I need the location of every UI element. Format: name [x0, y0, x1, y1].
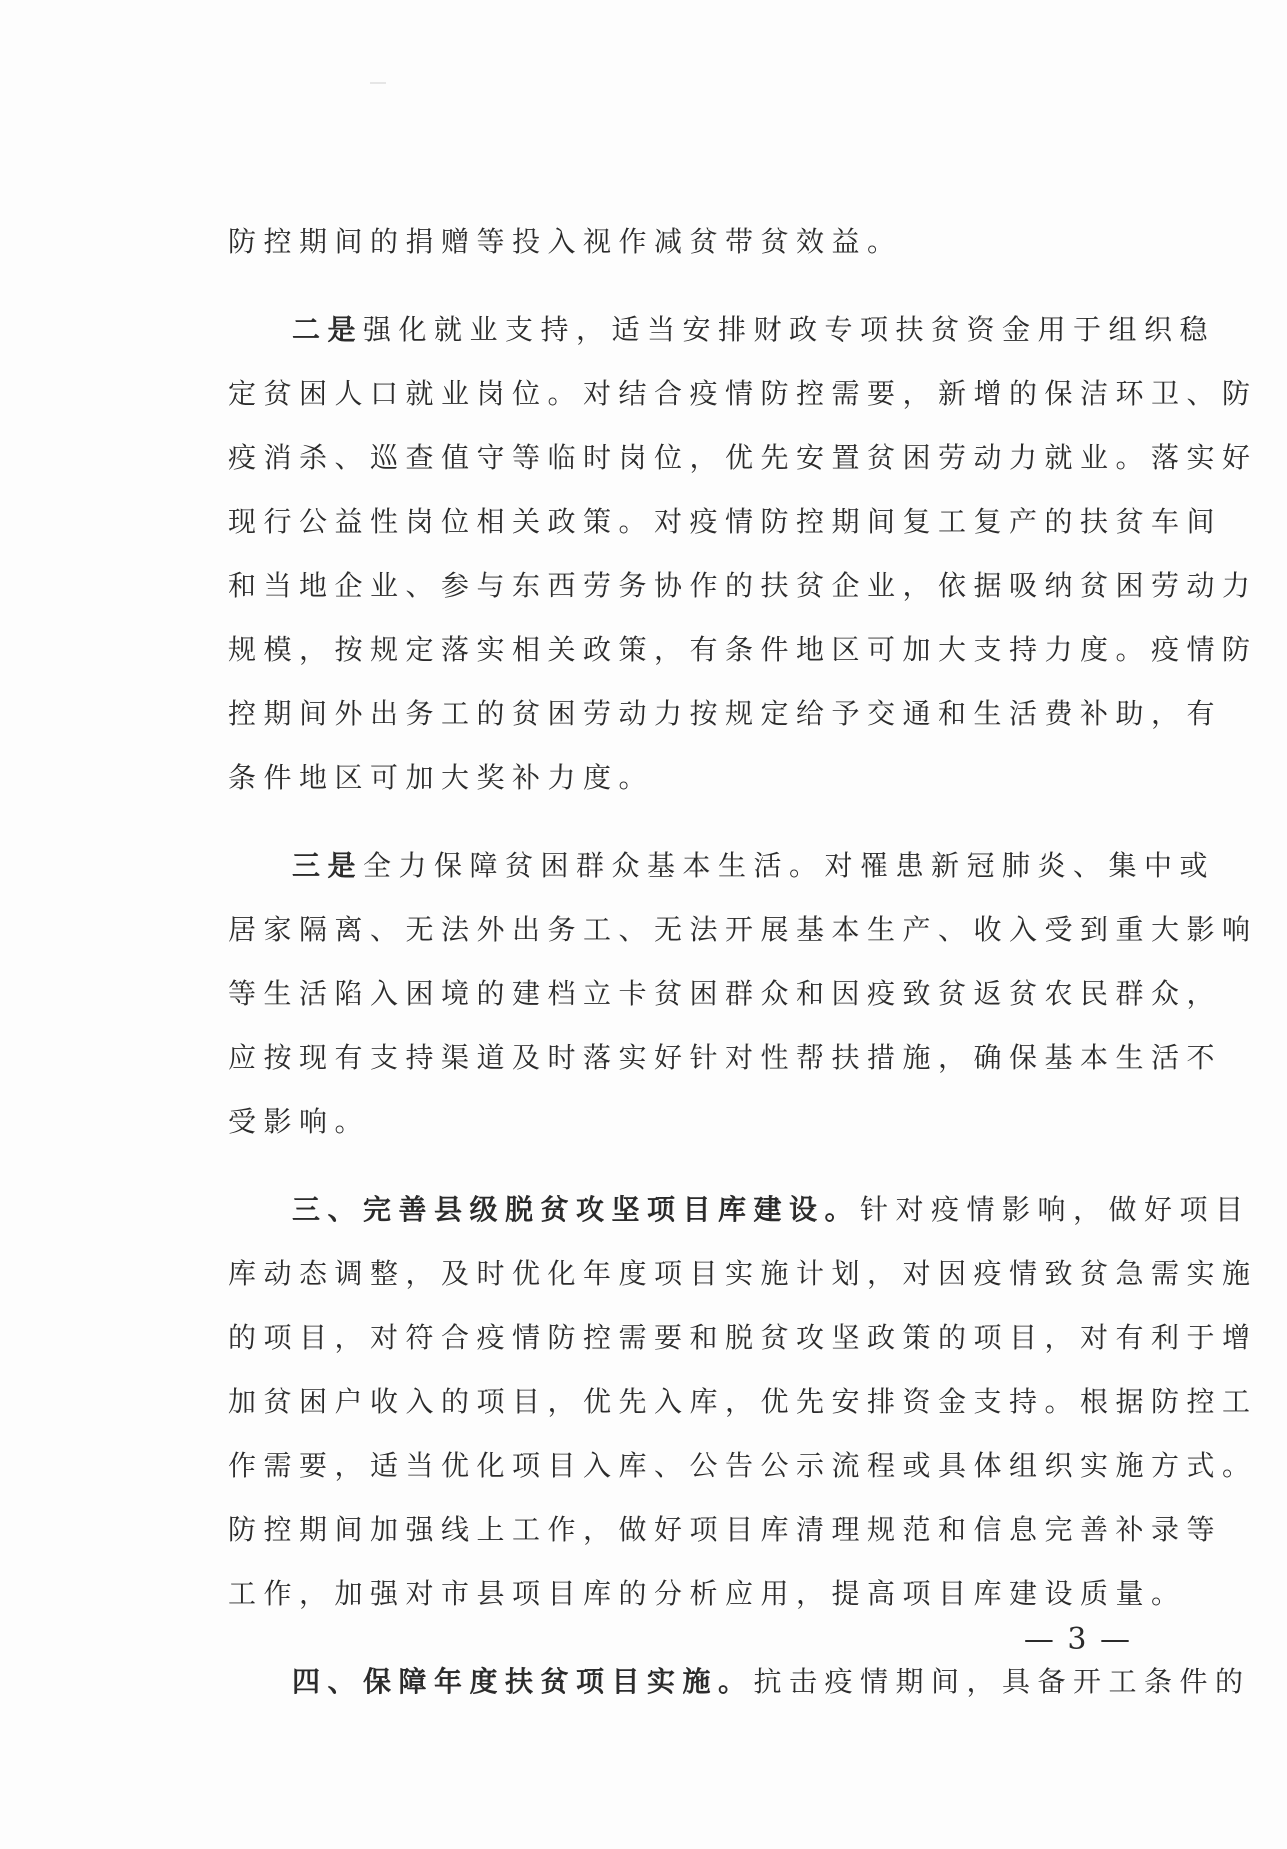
paragraph-line: 防控期间的捐赠等投入视作减贫带贫效益。 [228, 225, 903, 258]
paragraph-line: 防控期间加强线上工作，做好项目库清理规范和信息完善补录等 [228, 1513, 1223, 1546]
paragraph-line: 和当地企业、参与东西劳务协作的扶贫企业，依据吸纳贫困劳动力 [228, 569, 1258, 602]
section-heading: 三、完善县级脱贫攻坚项目库建设。 [292, 1193, 861, 1226]
paragraph-lead: 二是 [292, 313, 364, 346]
section-heading: 四、保障年度扶贫项目实施。 [292, 1665, 754, 1698]
page-number: — 3 — [1023, 1622, 1132, 1657]
paragraph-line: 定贫困人口就业岗位。对结合疫情防控需要，新增的保洁环卫、防 [228, 377, 1258, 410]
paragraph-lead: 三是 [292, 849, 364, 882]
paragraph-line: 作需要，适当优化项目入库、公告公示流程或具体组织实施方式。 [228, 1449, 1258, 1482]
paragraph-line: 的项目，对符合疫情防控需要和脱贫攻坚政策的项目，对有利于增 [228, 1321, 1258, 1354]
paragraph-line: 等生活陷入困境的建档立卡贫困群众和因疫致贫返贫农民群众， [228, 977, 1223, 1010]
paragraph-line: 应按现有支持渠道及时落实好针对性帮扶措施，确保基本生活不 [228, 1041, 1223, 1074]
document-body [228, 210, 1258, 1714]
paragraph-line: 规模，按规定落实相关政策，有条件地区可加大支持力度。疫情防 [228, 633, 1258, 666]
paragraph-line: 三是全力保障贫困群众基本生活。对罹患新冠肺炎、集中或 [292, 849, 1216, 882]
paragraph-line: 加贫困户收入的项目，优先入库，优先安排资金支持。根据防控工 [228, 1385, 1258, 1418]
paragraph-line: 二是强化就业支持，适当安排财政专项扶贫资金用于组织稳 [292, 313, 1216, 346]
scan-smudge [370, 82, 386, 84]
paragraph-line: 四、保障年度扶贫项目实施。抗击疫情期间，具备开工条件的 [292, 1665, 1251, 1698]
paragraph-line: 现行公益性岗位相关政策。对疫情防控期间复工复产的扶贫车间 [228, 505, 1223, 538]
paragraph-line: 受影响。 [228, 1105, 371, 1138]
paragraph-line: 工作，加强对市县项目库的分析应用，提高项目库建设质量。 [228, 1577, 1187, 1610]
paragraph-line: 控期间外出务工的贫困劳动力按规定给予交通和生活费补助，有 [228, 697, 1223, 730]
paragraph-line: 居家隔离、无法外出务工、无法开展基本生产、收入受到重大影响 [228, 913, 1258, 946]
paragraph-line: 疫消杀、巡查值守等临时岗位，优先安置贫困劳动力就业。落实好 [228, 441, 1258, 474]
paragraph-line: 三、完善县级脱贫攻坚项目库建设。针对疫情影响，做好项目 [292, 1193, 1251, 1226]
paragraph-line: 库动态调整，及时优化年度项目实施计划，对因疫情致贫急需实施 [228, 1257, 1258, 1290]
paragraph-line: 条件地区可加大奖补力度。 [228, 761, 655, 794]
